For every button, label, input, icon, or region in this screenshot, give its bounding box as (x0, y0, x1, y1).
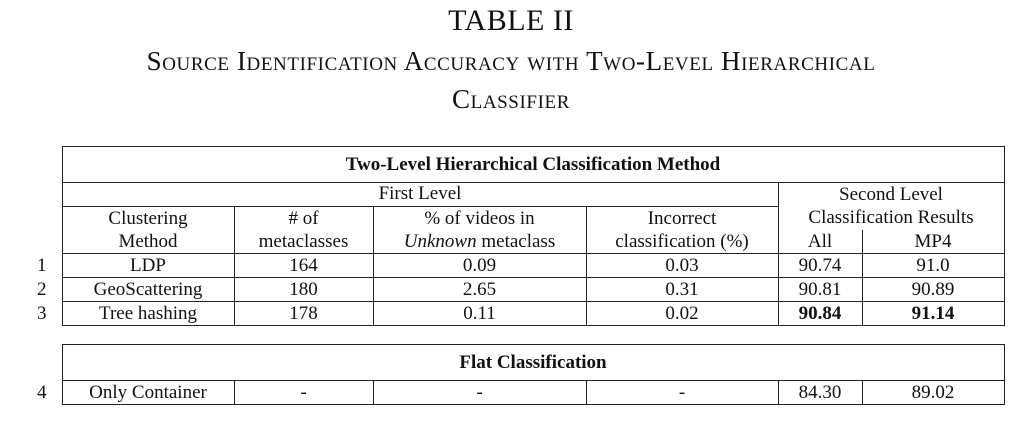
metaclass-word: metaclass (476, 230, 556, 252)
incorrect-cell: 0.31 (586, 277, 778, 301)
all-cell: 90.81 (778, 277, 862, 301)
method-cell: GeoScattering (62, 277, 234, 301)
hierarchical-header: Two-Level Hierarchical Classification Method (62, 147, 1004, 183)
column-header-row-1 (22, 206, 1004, 230)
unknown-word: Unknown (403, 230, 477, 252)
table-header-row (22, 147, 1004, 183)
second-level-header-2: Classification Results (778, 206, 1004, 230)
unknown-cell: 0.09 (373, 253, 586, 277)
all-cell (778, 301, 862, 325)
row-index: 2 (37, 278, 47, 300)
incorrect-cell: - (586, 381, 778, 405)
caption-line-2: Classifier (452, 84, 570, 114)
metaclasses-cell: 164 (234, 253, 373, 277)
row-index: 4 (37, 382, 47, 403)
table-row (22, 253, 1004, 277)
first-level-header: First Level (62, 183, 778, 207)
table-row (22, 277, 1004, 301)
clustering-header-2: Method (62, 230, 234, 254)
clustering-header-1: Clustering (62, 206, 234, 230)
row-index: 1 (37, 254, 47, 276)
mp4-cell: 89.02 (862, 381, 1004, 405)
all-cell: 90.74 (778, 253, 862, 277)
metaclasses-cell: - (234, 381, 373, 405)
unknown-header-1: % of videos in (373, 206, 586, 230)
metaclasses-cell: 180 (234, 277, 373, 301)
mp4-cell: 90.89 (862, 277, 1004, 301)
method-cell: Only Container (62, 381, 234, 405)
table-caption-number: TABLE II (448, 4, 574, 37)
mp4-header: MP4 (862, 230, 1004, 254)
incorrect-cell: 0.02 (586, 301, 778, 325)
table-caption-title (0, 42, 1022, 118)
flat-header: Flat Classification (62, 345, 1004, 381)
flat-table (22, 344, 1005, 405)
second-level-header: Second Level (778, 183, 1004, 207)
best-all-value: 90.84 (798, 302, 842, 324)
method-cell: LDP (62, 253, 234, 277)
incorrect-cell: 0.03 (586, 253, 778, 277)
unknown-header-2 (373, 230, 586, 254)
unknown-cell: 0.11 (373, 301, 586, 325)
unknown-cell: 2.65 (373, 277, 586, 301)
table-row (22, 381, 1004, 405)
metaclasses-header-1: # of (234, 206, 373, 230)
hierarchical-table (22, 146, 1005, 326)
method-cell: Tree hashing (62, 301, 234, 325)
metaclasses-cell: 178 (234, 301, 373, 325)
incorrect-header-2: classification (%) (586, 230, 778, 254)
group-header-row (22, 183, 1004, 207)
table-row (22, 301, 1004, 325)
best-mp4-value: 91.14 (911, 302, 955, 324)
all-cell: 84.30 (778, 381, 862, 405)
all-header: All (778, 230, 862, 254)
mp4-cell: 91.0 (862, 253, 1004, 277)
metaclasses-header-2: metaclasses (234, 230, 373, 254)
mp4-cell (862, 301, 1004, 325)
unknown-cell: - (373, 381, 586, 405)
row-index: 3 (37, 302, 47, 324)
caption-line-1: Source Identification Accuracy with Two-Level Hierarchical (146, 46, 876, 76)
column-header-row-2 (22, 230, 1004, 254)
incorrect-header-1: Incorrect (586, 206, 778, 230)
flat-header-row (22, 345, 1004, 381)
